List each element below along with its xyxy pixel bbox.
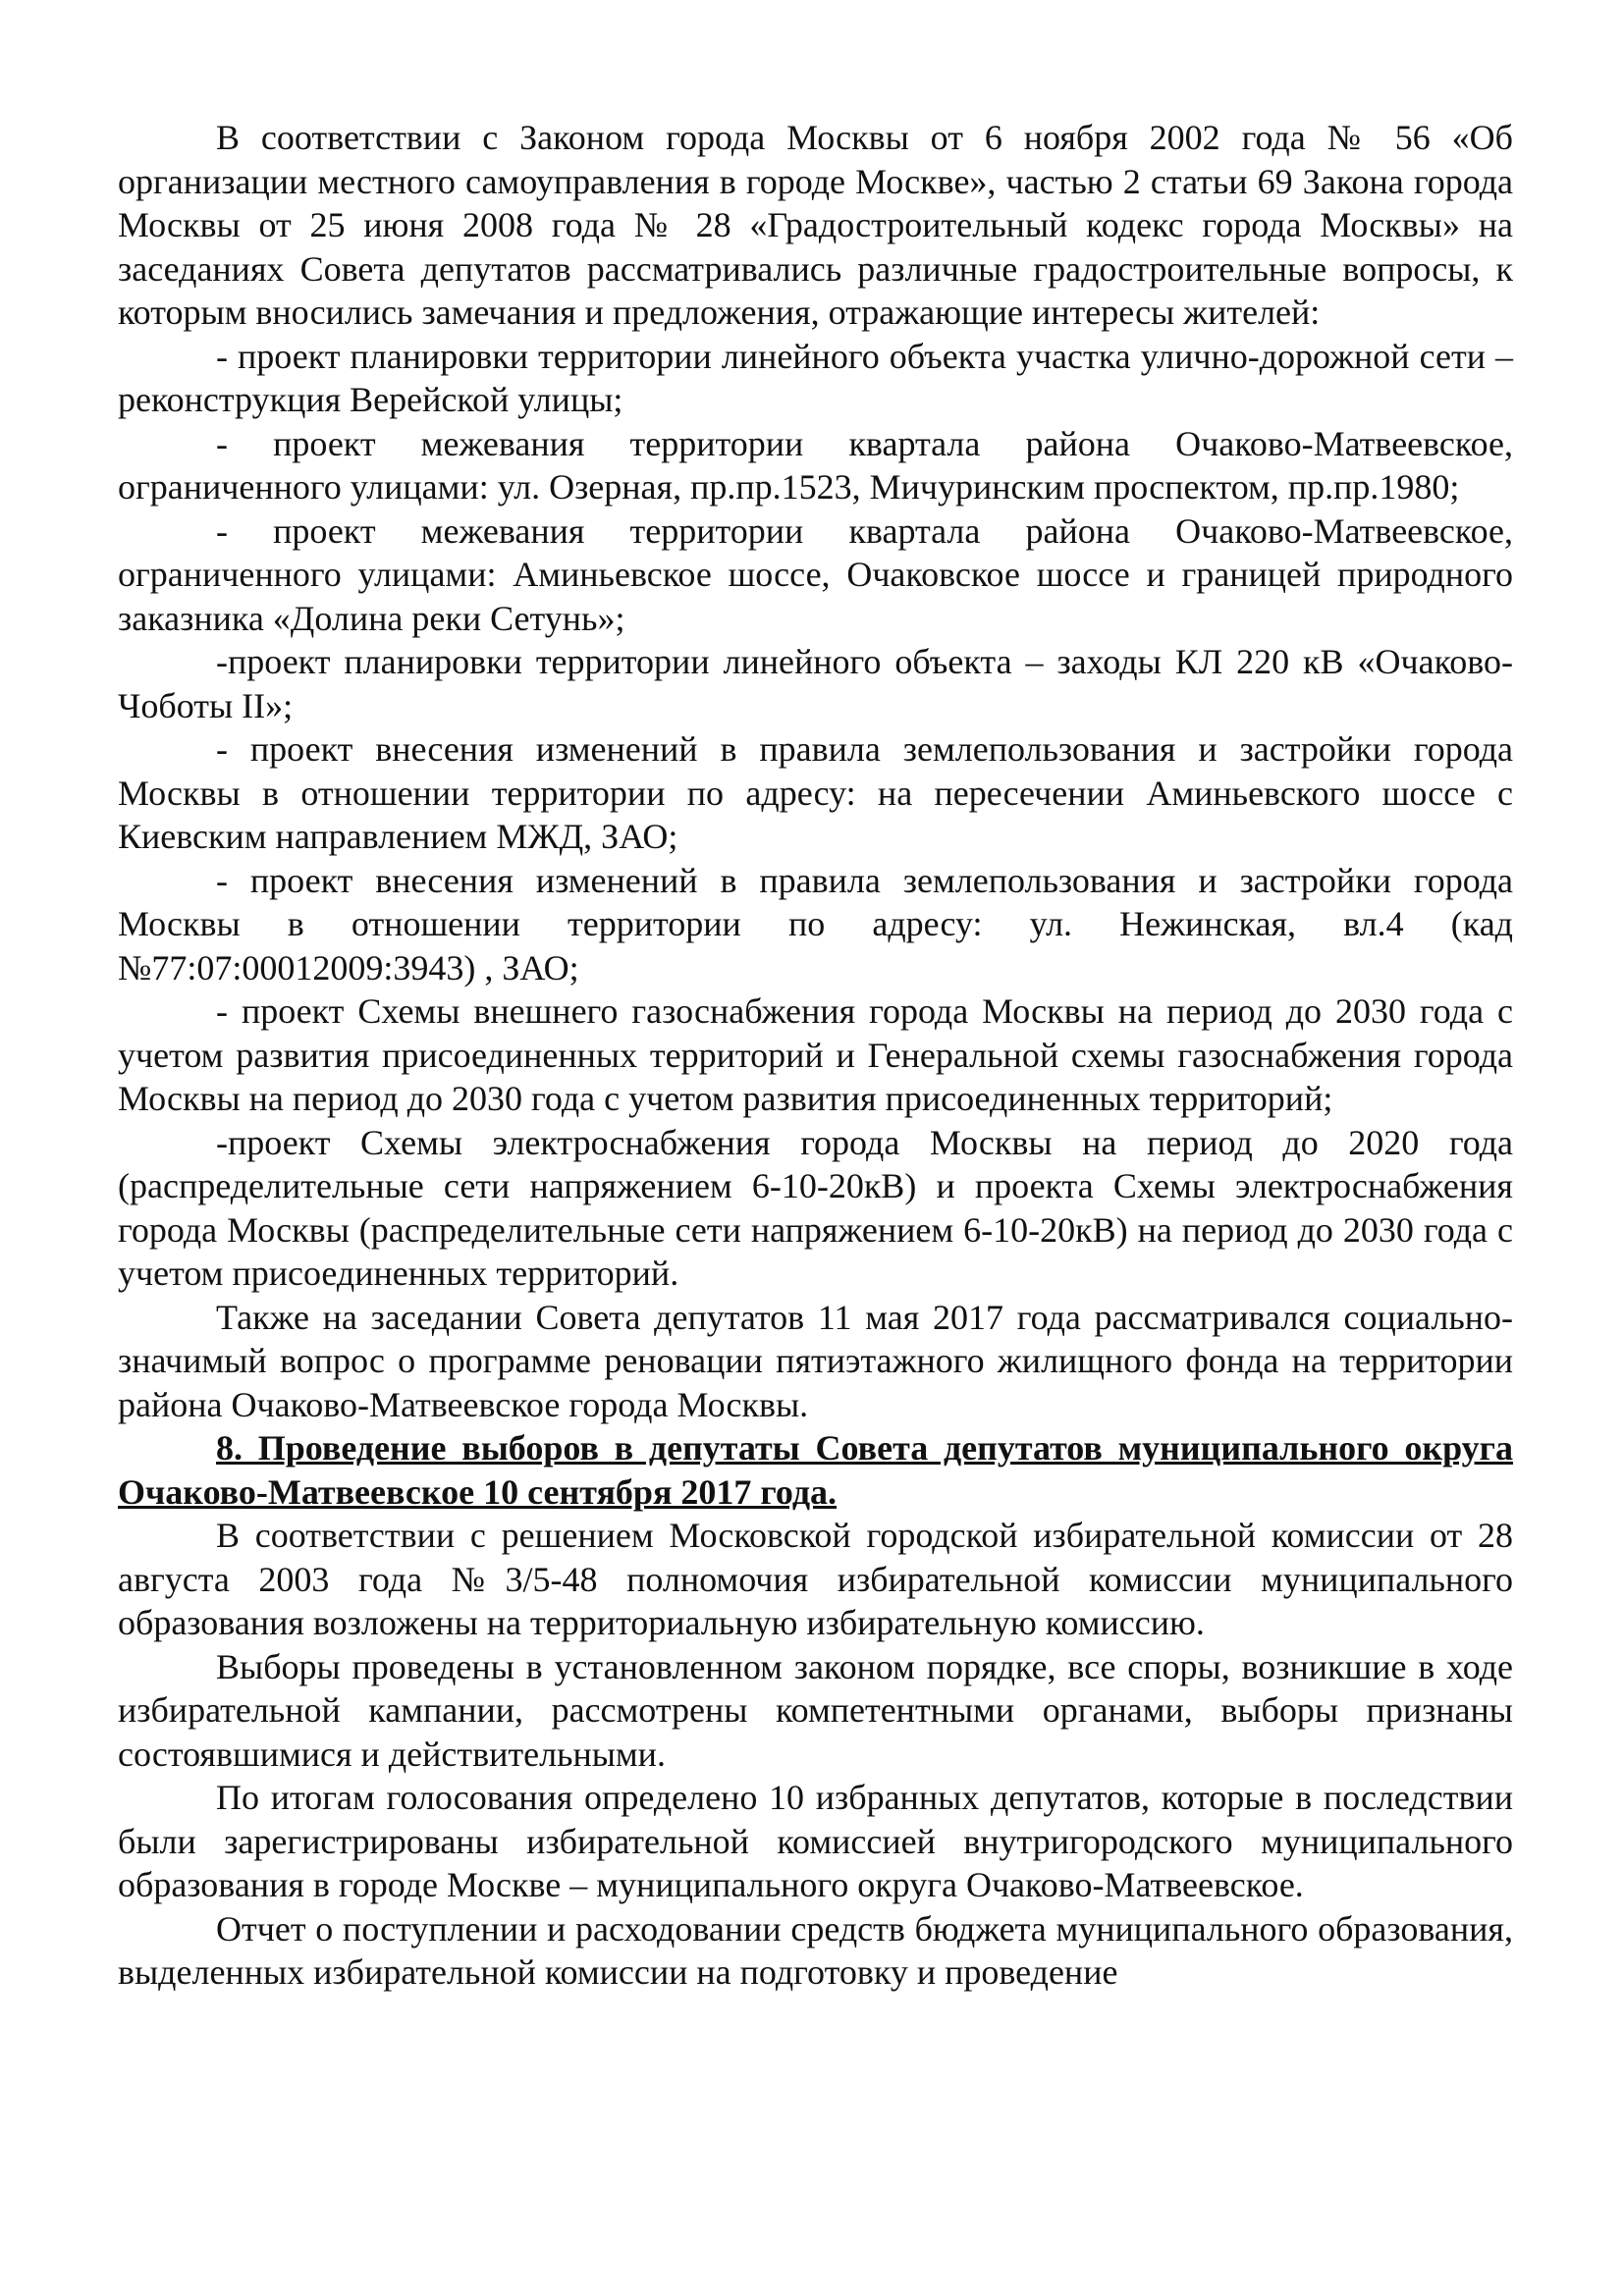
list-item: - проект Схемы внешнего газоснабжения города Москвы на период до 2030 года с учетом развития присоединенных территорий и Генеральной схемы газоснабжения города Москвы на период до 2030 года с учетом развития присоединенных территорий; [118, 991, 1513, 1118]
list-item: -проект Схемы электроснабжения города Москвы на период до 2020 года (распределительные сети напряжением 6-10-20кВ) и проекта Схемы электроснабжения города Москвы (распределительные сети напряжением 6-10-20кВ) на период до 2030 года с учетом присоединенных территорий. [118, 1122, 1513, 1293]
document-page [118, 116, 1513, 1995]
section-paragraph: В соответствии с решением Московской городской избирательной комиссии от 28 августа 2003 года №3/5-48 полномочия избирательной комиссии муниципального образования возложены на территориальную избирательную комиссию. [118, 1516, 1513, 1642]
list-item: - проект внесения изменений в правила землепользования и застройки города Москвы в отношении территории по адресу: на пересечении Аминьевского шоссе с Киевским направлением МЖД, ЗАО; [118, 729, 1513, 856]
list-item: - проект межевания территории квартала района Очаково-Матвеевское, ограниченного улицами: Аминьевское шоссе, Очаковское шоссе и границей природного заказника «Долина реки Сетунь»; [118, 510, 1513, 638]
list-item: - проект межевания территории квартала района Очаково-Матвеевское, ограниченного улицами: ул. Озерная, пр.пр.1523, Мичуринским проспектом, пр.пр.1980; [118, 423, 1513, 507]
list-item: - проект планировки территории линейного объекта участка улично-дорожной сети –реконструкция Верейской улицы; [118, 336, 1513, 419]
section-paragraph: Выборы проведены в установленном законом порядке, все споры, возникшие в ходе избирательной кампании, рассмотрены компетентными органами, выборы признаны состоявшимися и действительными. [118, 1646, 1513, 1774]
renovation-paragraph: Также на заседании Совета депутатов 11 мая 2017 года рассматривался социально-значимый вопрос о программе реновации пятиэтажного жилищного фонда на территории района Очаково-Матвеевское города Москвы. [118, 1297, 1513, 1424]
intro-paragraph: В соответствии с Законом города Москвы от 6 ноября 2002 года № 56 «Об организации местного самоуправления в городе Москве», частью 2 статьи 69 Закона города Москвы от 25 июня 2008 года № 28 «Градостроительный кодекс города Москвы» на заседаниях Совета депутатов рассматривались различные градостроительные вопросы, к которым вносились замечания и предложения, отражающие интересы жителей: [118, 118, 1513, 332]
list-item: - проект внесения изменений в правила землепользования и застройки города Москвы в отношении территории по адресу: ул. Нежинская, вл.4 (кад №77:07:00012009:3943) , ЗАО; [118, 860, 1513, 988]
section-heading: 8. Проведение выборов в депутаты Совета депутатов муниципального округа Очаково-Матвеевское 10 сентября 2017 года. [118, 1428, 1513, 1512]
list-item: -проект планировки территории линейного объекта – заходы КЛ 220 кВ «Очаково-Чоботы II»; [118, 642, 1513, 725]
section-paragraph: Отчет о поступлении и расходовании средств бюджета муниципального образования, выделенных избирательной комиссии на подготовку и проведение [118, 1908, 1513, 1992]
section-paragraph: По итогам голосования определено 10 избранных депутатов, которые в последствии были зарегистрированы избирательной комиссией внутригородского муниципального образования в городе Москве – муниципального округа Очаково-Матвеевское. [118, 1778, 1513, 1904]
